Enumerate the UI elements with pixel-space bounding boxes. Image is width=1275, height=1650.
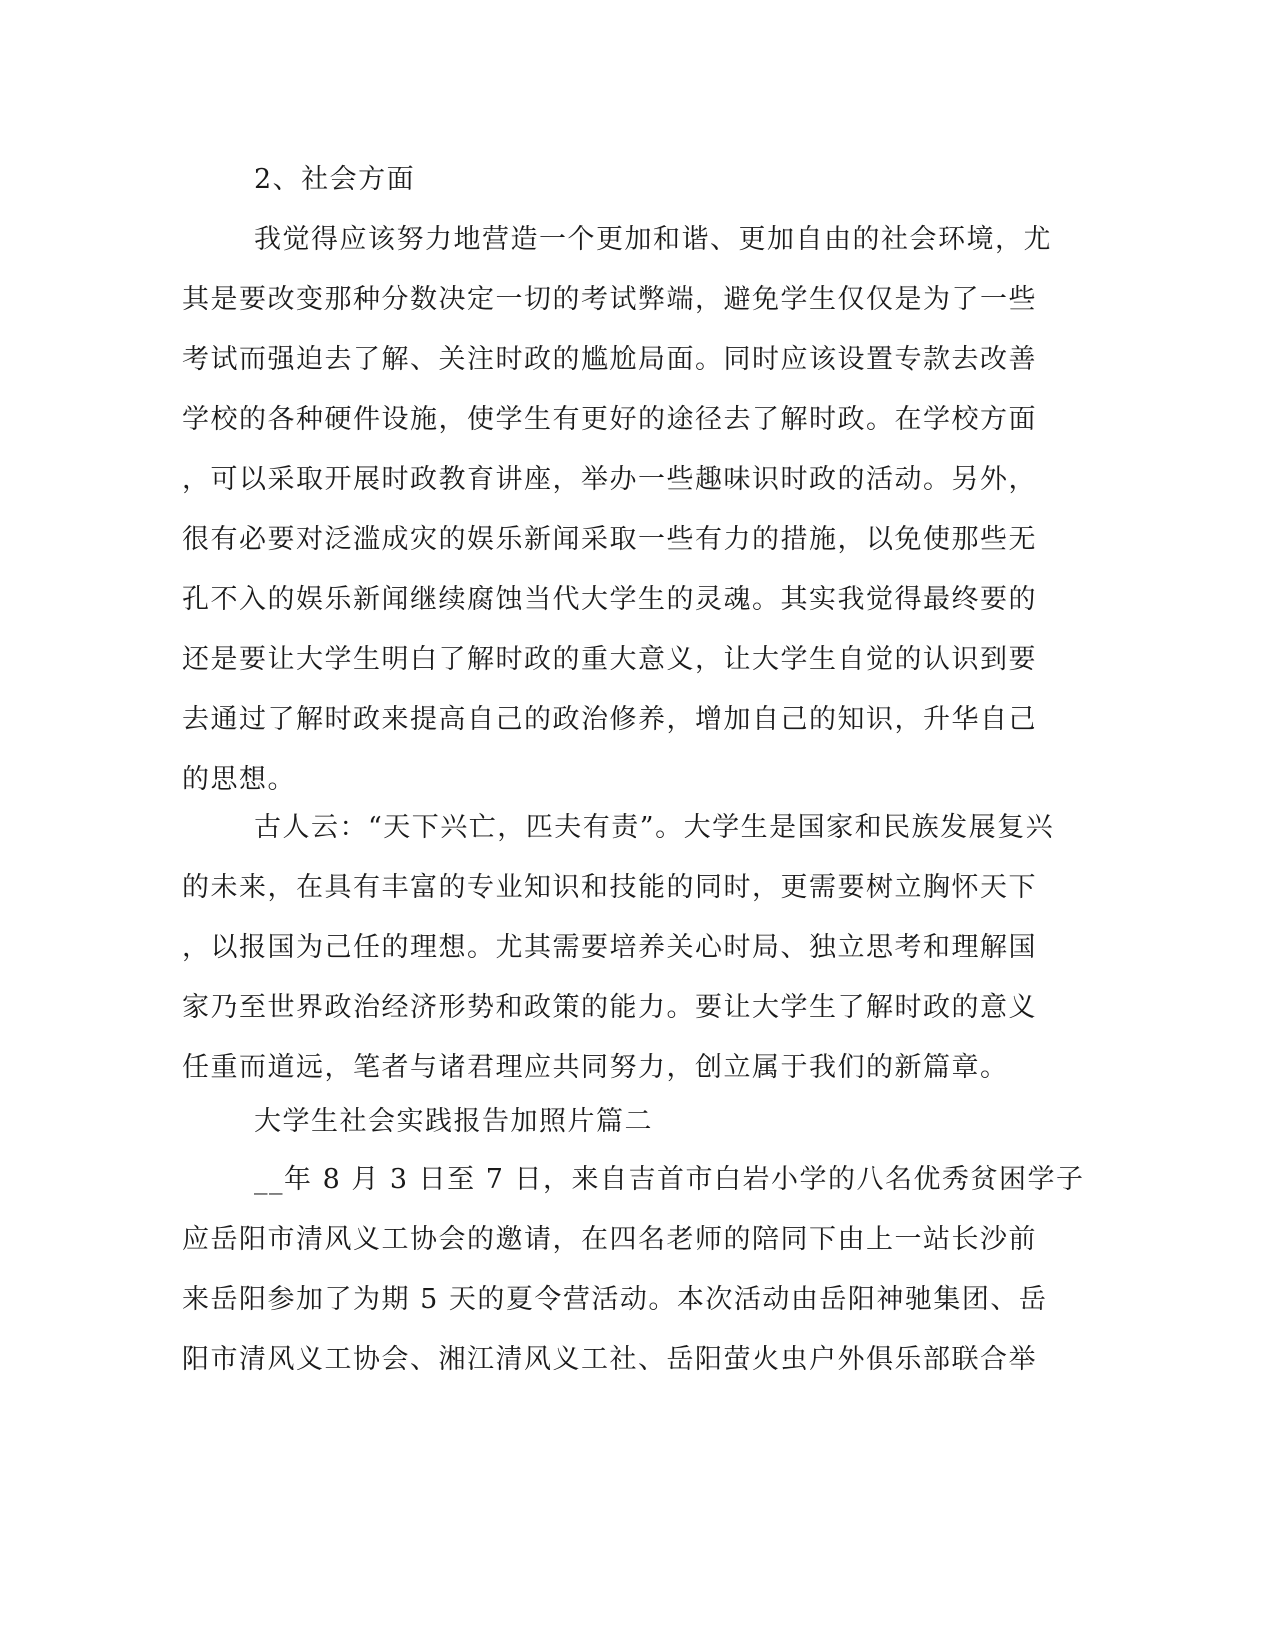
heading-text: 2、社会方面: [254, 164, 416, 195]
text-line: 还是要让大学生明白了解时政的重大意义，让大学生自觉的认识到要: [182, 644, 1037, 675]
paragraph-social-environment: [182, 210, 1062, 810]
text-line: 家乃至世界政治经济形势和政策的能力。要让大学生了解时政的意义: [182, 992, 1037, 1023]
text-line: 我觉得应该努力地营造一个更加和谐、更加自由的社会环境，尤: [254, 224, 1052, 255]
section-title: 大学生社会实践报告加照片篇二: [254, 1106, 653, 1137]
text-line: 孔不入的娱乐新闻继续腐蚀当代大学生的灵魂。其实我觉得最终要的: [182, 584, 1037, 615]
text-line: 很有必要对泛滥成灾的娱乐新闻采取一些有力的措施，以免使那些无: [182, 524, 1037, 555]
text-line: 的思想。: [182, 764, 296, 795]
text-line: 其是要改变那种分数决定一切的考试弊端，避免学生仅仅是为了一些: [182, 284, 1037, 315]
paragraph-conclusion: [182, 798, 1062, 1098]
text-line: 阳市清风义工协会、湘江清风义工社、岳阳萤火虫户外俱乐部联合举: [182, 1344, 1037, 1375]
text-line: 去通过了解时政来提高自己的政治修养，增加自己的知识，升华自己: [182, 704, 1037, 735]
text-line: 应岳阳市清风义工协会的邀请，在四名老师的陪同下由上一站长沙前: [182, 1224, 1037, 1255]
text-line: 学校的各种硬件设施，使学生有更好的途径去了解时政。在学校方面: [182, 404, 1037, 435]
text-line: 考试而强迫去了解、关注时政的尴尬局面。同时应该设置专款去改善: [182, 344, 1037, 375]
section-title-block: [182, 1092, 1062, 1152]
text-line: 任重而道远，笔者与诸君理应共同努力，创立属于我们的新篇章。: [182, 1052, 1009, 1083]
text-line: 的未来，在具有丰富的专业知识和技能的同时，更需要树立胸怀天下: [182, 872, 1037, 903]
text-line: __年 8 月 3 日至 7 日，来自吉首市白岩小学的八名优秀贫困学子: [254, 1164, 1085, 1195]
text-line: ，以报国为己任的理想。尤其需要培养关心时局、独立思考和理解国: [182, 932, 1037, 963]
section-heading: [182, 150, 1062, 210]
text-line: 古人云：“天下兴亡，匹夫有责”。大学生是国家和民族发展复兴: [254, 812, 1055, 843]
paragraph-summer-camp: [182, 1150, 1085, 1390]
text-line: 来岳阳参加了为期 5 天的夏令营活动。本次活动由岳阳神驰集团、岳: [182, 1284, 1048, 1315]
text-line: ，可以采取开展时政教育讲座，举办一些趣味识时政的活动。另外，: [182, 464, 1037, 495]
